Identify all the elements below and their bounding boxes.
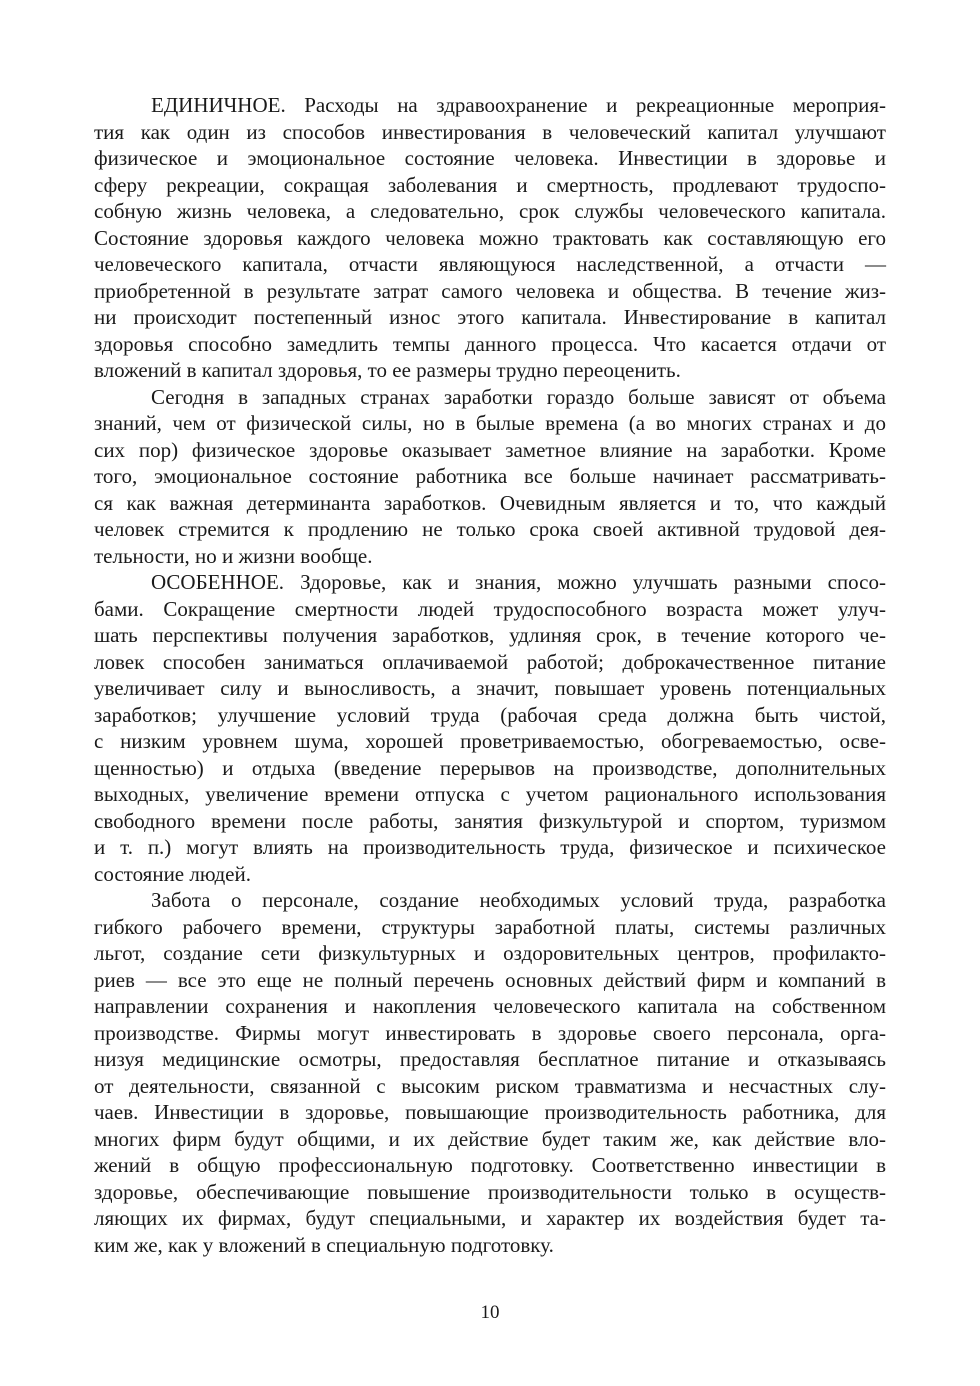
- text-line: от деятельности, связанной с высоким риском травматизма и несчастных слу-: [94, 1073, 886, 1098]
- paragraph: [94, 887, 886, 1258]
- text-line: вложений в капитал здоровья, то ее размеры трудно переоценить.: [94, 358, 681, 382]
- text-line: собную жизнь человека, а следовательно, срок службы человеческого капитала.: [94, 199, 886, 223]
- text-line: выходных, увеличение времени отпуска с учетом рационального использования: [94, 782, 886, 806]
- text-line: приобретенной в результате затрат самого человека и общества. В течение жиз-: [94, 278, 886, 303]
- text-line: Забота о персонале, создание необходимых условий труда, разработка: [151, 888, 886, 912]
- text-line: здоровье, обеспечивающие повышение производительности только в осуществ-: [94, 1179, 886, 1204]
- text-line: знаний, чем от физической силы, но в былые времена (а во многих странах и до: [94, 411, 886, 435]
- text-line: и т. п.) могут влиять на производительность труда, физическое и психическое: [94, 835, 886, 859]
- text-line: многих фирм будут общими, и их действие будет таким же, как действие вло-: [94, 1126, 886, 1151]
- page-number: 10: [480, 1302, 500, 1323]
- paragraph: [94, 569, 886, 887]
- text-line: сих пор) физическое здоровье оказывает заметное влияние на заработки. Кроме: [94, 437, 886, 462]
- text-line: свободного времени после работы, занятия физкультурой и спортом, туризмом: [94, 808, 886, 833]
- text-line: чаев. Инвестиции в здоровье, повышающие производительность работника, для: [94, 1100, 886, 1124]
- text-line: человеческого капитала, отчасти являющуюся наследственной, а отчасти —: [94, 252, 886, 276]
- text-line: гибкого рабочего времени, структуры заработной платы, системы различных: [94, 914, 886, 939]
- text-line: сферу рекреации, сокращая заболевания и смертность, продлевают трудоспо-: [94, 172, 886, 197]
- text-line: заработков; улучшение условий труда (рабочая среда должна быть чистой,: [94, 702, 886, 727]
- text-line: жений в общую профессиональную подготовку. Соответственно инвестиции в: [94, 1153, 886, 1177]
- text-line: тия как один из способов инвестирования в человеческий капитал улучшают: [94, 119, 886, 144]
- text-line: бами. Сокращение смертности людей трудоспособного возраста может улуч-: [94, 596, 886, 621]
- text-line: направлении сохранения и накопления человеческого капитала на собственном: [94, 994, 886, 1018]
- text-line: Сегодня в западных странах заработки гораздо больше зависят от объема: [151, 384, 886, 409]
- text-line: Состояние здоровья каждого человека можно трактовать как составляющую его: [94, 225, 886, 250]
- text-line: льгот, создание сети физкультурных и оздоровительных центров, профилакто-: [94, 941, 886, 965]
- text-line: ЕДИНИЧНОЕ. Расходы на здравоохранение и рекреационные мероприя-: [151, 93, 886, 117]
- text-line: ляющих их фирмах, будут специальными, и характер их воздействия будет та-: [94, 1206, 886, 1230]
- text-line: тельности, но и жизни вообще.: [94, 543, 373, 568]
- text-line: ОСОБЕННОЕ. Здоровье, как и знания, можно улучшать разными спосо-: [151, 570, 886, 594]
- text-line: шать перспективы получения заработков, удлиняя срок, в течение которого че-: [94, 623, 886, 647]
- text-line: того, эмоциональное состояние работника все больше начинает рассматривать-: [94, 464, 886, 488]
- text-line: физическое и эмоциональное состояние человека. Инвестиции в здоровье и: [94, 146, 886, 170]
- text-line: с низким уровнем шума, хорошей проветриваемостью, обогреваемостью, осве-: [94, 729, 886, 753]
- body-text: [94, 92, 886, 1258]
- text-line: ся как важная детерминанта заработков. Очевидным является и то, что каждый: [94, 490, 886, 515]
- text-line: низуя медицинские осмотры, предоставляя бесплатное питание и отказываясь: [94, 1047, 886, 1071]
- text-line: состояние людей.: [94, 861, 251, 886]
- paragraph: [94, 92, 886, 384]
- text-line: ким же, как у вложений в специальную подготовку.: [94, 1232, 554, 1257]
- text-line: увеличивает силу и выносливость, а значит, повышает уровень потенциальных: [94, 676, 886, 700]
- text-line: ни происходит постепенный износ этого капитала. Инвестирование в капитал: [94, 305, 886, 329]
- text-line: производстве. Фирмы могут инвестировать в здоровье своего персонала, орга-: [94, 1020, 886, 1045]
- text-line: здоровья способно замедлить темпы данного процесса. Что касается отдачи от: [94, 331, 886, 356]
- text-line: ловек способен заниматься оплачиваемой работой; доброкачественное питание: [94, 649, 886, 674]
- text-line: человек стремится к продлению не только срока своей активной трудовой дея-: [94, 517, 886, 541]
- paragraph: [94, 384, 886, 570]
- text-line: щенностью) и отдыха (введение перерывов на производстве, дополнительных: [94, 755, 886, 780]
- text-line: риев — все это еще не полный перечень основных действий фирм и компаний в: [94, 967, 886, 992]
